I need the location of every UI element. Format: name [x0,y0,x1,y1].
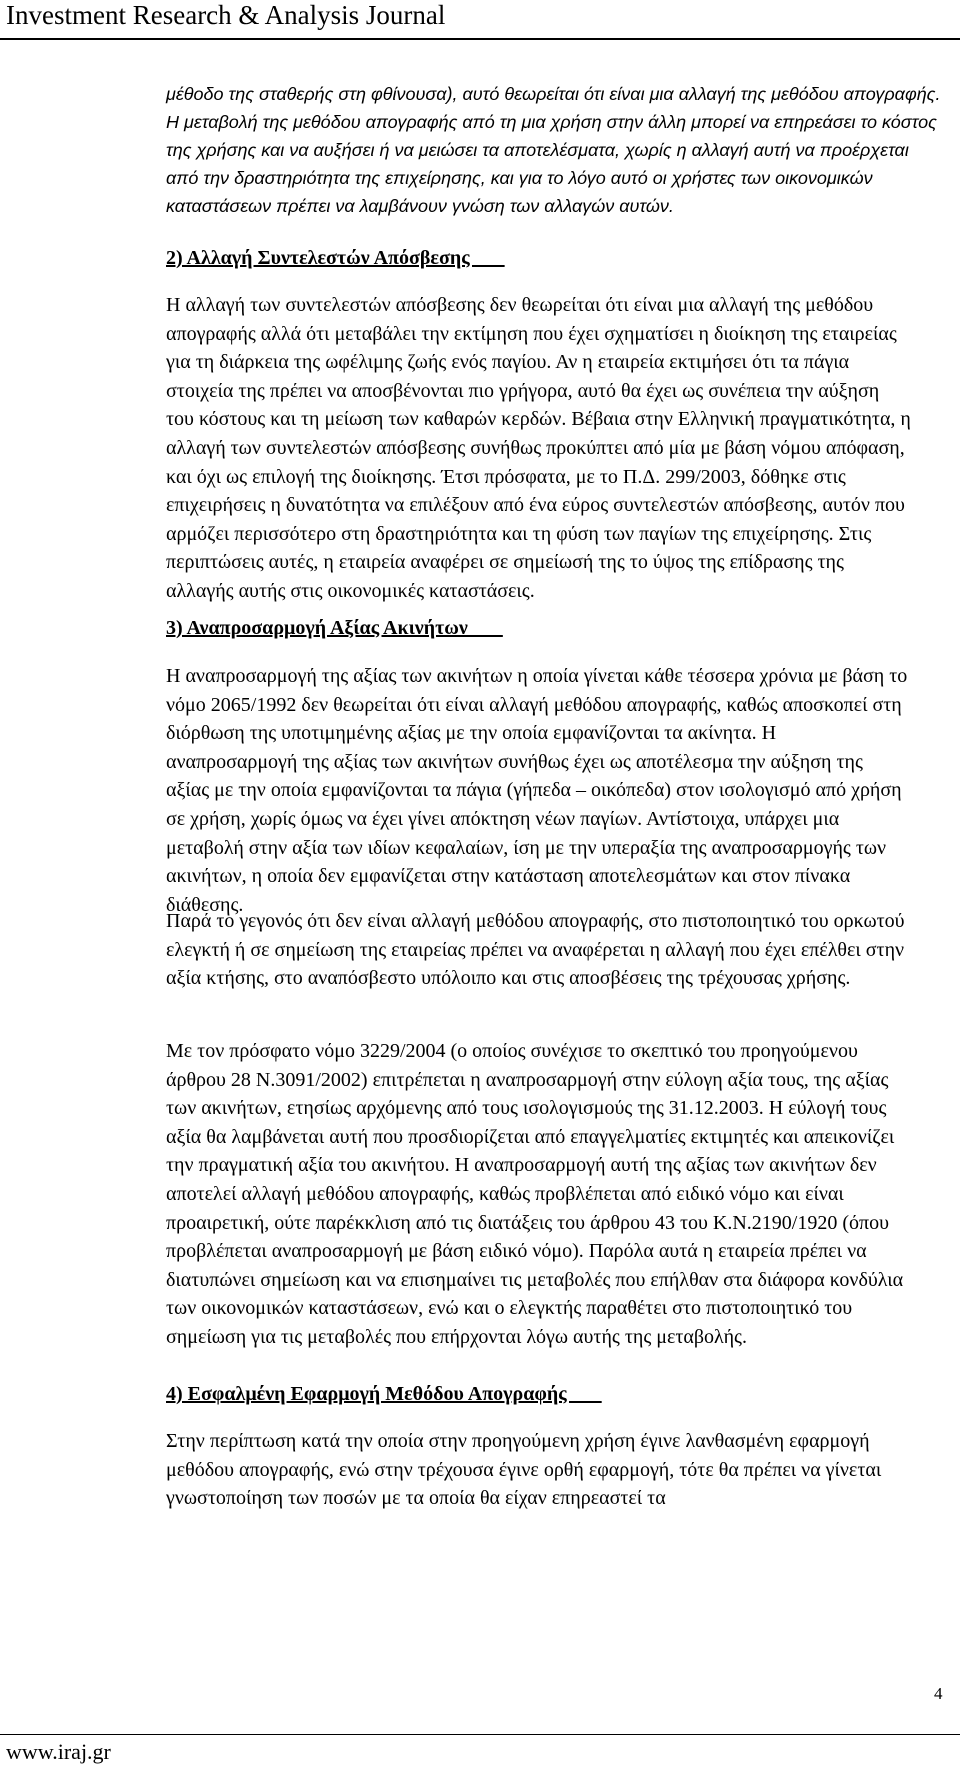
section-heading-depreciation-rates: 2) Αλλαγή Συντελεστών Απόσβεσης [166,247,505,269]
section-body-depreciation-rates [166,291,911,606]
paragraph: Στην περίπτωση κατά την οποία στην προηγούμενη χρήση έγινε λανθασμένη εφαρμογή μεθόδου απογραφής, ενώ στην τρέχουσα έγινε ορθή εφαρμογή, τότε θα πρέπει να γίνεται γνωστοποίηση των ποσών με τα οποία θα είχαν επηρεαστεί τα [166,1430,882,1510]
section-body-property-revaluation [166,662,911,919]
footer-divider [0,1734,960,1735]
paragraph: Με τον πρόσφατο νόμο 3229/2004 (ο οποίος συνέχισε το σκεπτικό του προηγούμενου άρθρου 28 Ν.3091/2002) επιτρέπεται η αναπροσαρμογή στην εύλογη αξία τους, της αξίας των ακινήτων, ετησίως αρχόμενης από τους ισολογισμούς της 31.12.2003. Η εύλογή τους αξία θα λαμβάνεται αυτή που προσδιορίζεται από επαγγελματίες εκτιμητές και απεικονίζει την πραγματική αξία του ακινήτου. Η αναπροσαρμογή αυτή της αξίας των ακινήτων δεν αποτελεί αλλαγή μεθόδου απογραφής, καθώς προβλέπεται από ειδικό νόμο και είναι προαιρετική, ούτε παρέκκλιση από τις διατάξεις του άρθρου 43 του Κ.Ν.2190/1920 (όπου προβλέπεται αναπροσαρμογή με βάση ειδικό νόμο). Παρόλα αυτά η εταιρεία πρέπει να διατυπώνει σημείωση και να επισημαίνει τις μεταβολές που επήλθαν στα διάφορα κονδύλια των οικονομικών καταστάσεων, ενώ και ο ελεγκτής παραθέτει στο πιστοποιητικό του σημείωση για τις μεταβολές που επήρχονται λόγω αυτής της μεταβολής. [166,1040,904,1348]
page-number: 4 [934,1684,943,1703]
paragraph: Παρά το γεγονός ότι δεν είναι αλλαγή μεθόδου απογραφής, στο πιστοποιητικό του ορκωτού ελεγκτή ή σε σημείωση της εταιρείας πρέπει να αναφέρεται η αλλαγή που έχει επέλθει στην αξία κτήσης, στο αναπόσβεστο υπόλοιπο και στις αποσβέσεις της τρέχουσας χρήσης. [166,910,905,990]
section-heading-incorrect-method: 4) Εσφαλμένη Εφαρμογή Μεθόδου Απογραφής [166,1383,602,1405]
paragraph: Η αλλαγή των συντελεστών απόσβεσης δεν θεωρείται ότι είναι μια αλλαγή της μεθόδου απογραφής αλλά ότι μεταβάλει την εκτίμηση που έχει σχηματίσει η διοίκηση της εταιρείας για τη διάρκεια της ωφέλιμης ζωής ενός παγίου. Αν η εταιρεία εκτιμήσει ότι τα πάγια στοιχεία της πρέπει να αποσβένονται πιο γρήγορα, αυτό θα έχει ως συνέπεια την αύξηση του κόστους και τη μείωση των καθαρών κερδών. Βέβαια στην Ελληνική πραγματικότητα, η αλλαγή των συντελεστών απόσβεσης συνήθως προκύπτει από μία με βάση νόμου απόφαση, και όχι ως επιλογή της διοίκησης. Έτσι πρόσφατα, με το Π.Δ. 299/2003, δόθηκε στις επιχειρήσεις η δυνατότητα να επιλέξουν από ένα εύρος συντελεστών απόσβεσης, αυτόν που αρμόζει περισσότερο στη δραστηριότητα και τη φύση των παγίων της επιχείρησης. Στις περιπτώσεις αυτές, η εταιρεία αναφέρει σε σημείωσή της το ύψος της επίδρασης της αλλαγής αυτής στις οικονομικές καταστάσεις. [166,294,911,602]
journal-title: Investment Research & Analysis Journal [6,0,446,30]
intro-paragraph [166,80,946,220]
section-body-property-revaluation-2 [166,907,911,993]
section-body-incorrect-method [166,1427,911,1513]
header-divider [0,38,960,40]
intro-text: μέθοδο της σταθερής στη φθίνουσα), αυτό θεωρείται ότι είναι μια αλλαγή της μεθόδου απογραφής. Η μεταβολή της μεθόδου απογραφής από τη μια χρήση στην άλλη μπορεί να επηρεάσει το κόστος της χρήσης και να αυξήσει ή να μειώσει τα αποτελέσματα, χωρίς η αλλαγή αυτή να προέρχεται από την δραστηριότητα της επιχείρησης, και για το λόγο αυτό οι χρήστες των οικονομικών καταστάσεων πρέπει να λαμβάνουν γνώση των αλλαγών αυτών. [166,84,941,216]
section-body-property-revaluation-3 [166,1037,911,1352]
section-heading-property-revaluation: 3) Αναπροσαρμογή Αξίας Ακινήτων [166,617,503,639]
footer-url: www.iraj.gr [6,1739,111,1764]
paragraph: Η αναπροσαρμογή της αξίας των ακινήτων η οποία γίνεται κάθε τέσσερα χρόνια με βάση το νόμο 2065/1992 δεν θεωρείται ότι είναι αλλαγή μεθόδου απογραφής, καθώς αποσκοπεί στη διόρθωση της υποτιμημένης αξίας με την οποία εμφανίζονται τα ακίνητα. Η αναπροσαρμογή της αξίας των ακινήτων συνήθως έχει ως αποτέλεσμα την αύξηση της αξίας με την οποία εμφανίζονται τα πάγια (γήπεδα – οικόπεδα) στον ισολογισμό από χρήση σε χρήση, χωρίς όμως να έχει γίνει απόκτηση νέων παγίων. Αντίστοιχα, υπάρχει μια μεταβολή στην αξία των ιδίων κεφαλαίων, ίση με την υπεραξία της αναπροσαρμογής των ακινήτων, η οποία δεν εμφανίζεται στην κατάσταση αποτελεσμάτων και στον πίνακα διάθεσης. [166,665,908,916]
